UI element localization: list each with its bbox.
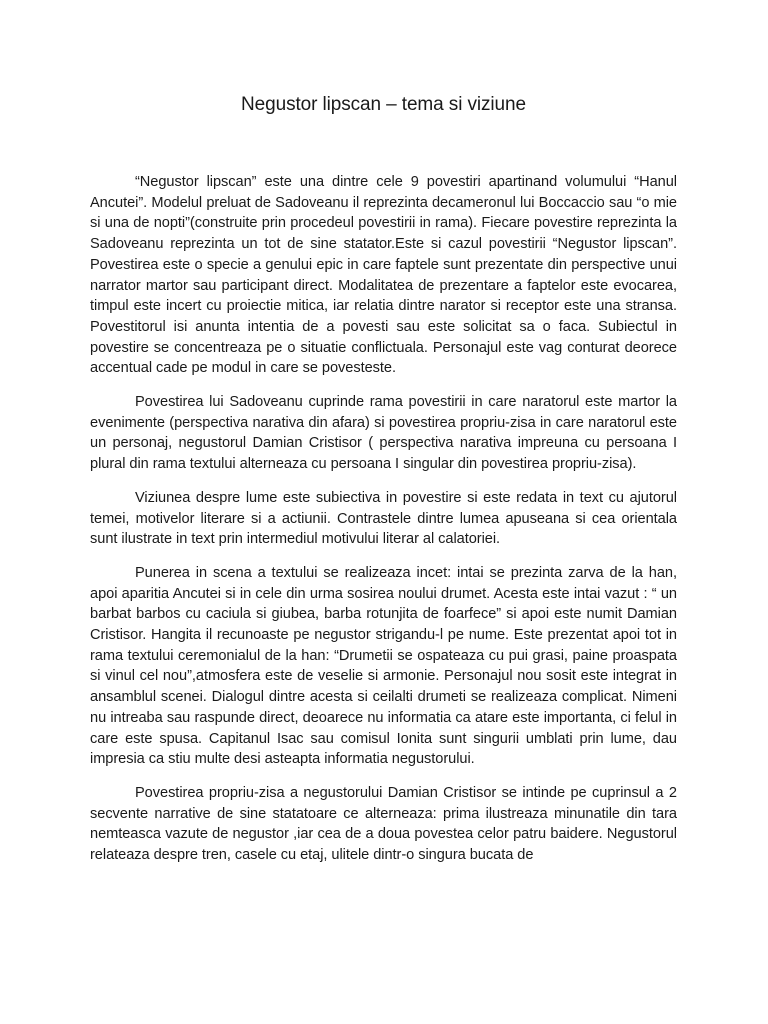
paragraph-viziune: Viziunea despre lume este subiectiva in povestire si este redata in text cu ajutorul temei, motivelor literare si a actiunii. Contrastele dintre lumea apuseana si cea orientala sunt ilustrate in text prin intermediul motivului literar al calatoriei. — [90, 489, 677, 548]
paragraph-povestirea-propriu-zisa: Povestirea propriu-zisa a negustorului Damian Cristisor se intinde pe cuprinsul a 2 secvente narrative de sine statatoare ce alterneaza: prima ilustreaza minunatile din tara nemteasca vazute de negustor ,iar cea de a doua povestea celor patru baidere. Negustorul relateaza despre tren, casele cu etaj, ulitele dintr-o singura bucata de — [90, 784, 677, 864]
document-title: Negustor lipscan – tema si viziune — [241, 94, 526, 115]
paragraph-punerea-in-scena: Punerea in scena a textului se realizeaza incet: intai se prezinta zarva de la han, apoi aparitia Ancutei si in cele din urma sosirea noului drumet. Acesta este intai vazut : “ un barbat barbos cu caciula si giubea, barba rotunjita de foarfece” si apoi este numit Damian Cristisor. Hangita il recunoaste pe negustor strigandu-l pe nume. Este prezentat apoi tot in rama textului ceremonialul de la han: “Drumetii se ospateaza cu pui grasi, paine proaspata si vinul cel nou”,atmosfera este de veselie si armonie. Personajul nou sosit este integrat in ansamblul scenei. Dialogul dintre acesta si ceilalti drumeti se realizeaza complicat. Nimeni nu intreaba sau raspunde direct, deoarece nu informatia ca atare este importanta, ci felul in care este spusa. Capitanul Isac sau comisul Ionita sunt singurii umblati prin lume, dau impresia ca stiu multe desi asteapta informatia negustorului. — [90, 564, 677, 768]
paragraph-rama: Povestirea lui Sadoveanu cuprinde rama povestirii in care naratorul este martor la evenimente (perspectiva narativa din afara) si povestirea propriu-zisa in care naratorul este un personaj, negustorul Damian Cristisor ( perspectiva narativa impreuna cu persoana I plural din rama textului alterneaza cu persoana I singular din povestirea propriu-zisa). — [90, 394, 677, 473]
paragraph-intro: “Negustor lipscan” este una dintre cele 9 povestiri apartinand volumului “Hanul Ancutei”. Modelul preluat de Sadoveanu il reprezinta decameronul lui Boccaccio sau “o mie si una de nopti”(construite prin procedeul povestirii in rama). Fiecare povestire reprezinta la Sadoveanu reprezinta un tot de sine statator.Este si cazul povestirii “Negustor lipscan”. Povestirea este o specie a genului epic in care faptele sunt prezentate din perspective unui narrator martor sau participant direct. Modalitatea de prezentare a faptelor este evocarea, timpul este incert cu proiectie mitica, iar relatia dintre narator si receptor este una stransa. Povestitorul isi anunta intentia de a povesti sau este solicitat sa o faca. Subiectul in povestire se concentreaza pe o situatie conflictuala. Personajul este vag conturat deorece accentual cade pe modul in care se povesteste. — [90, 174, 677, 377]
